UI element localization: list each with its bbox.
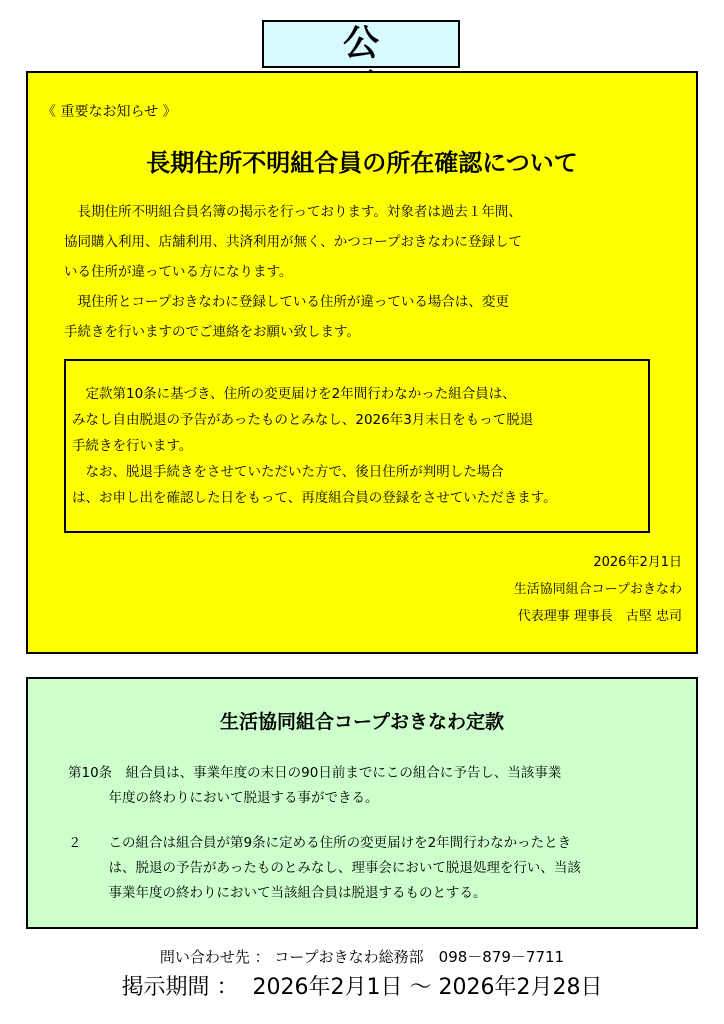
bylaws-title: 生活協同組合コープおきなわ定款	[219, 711, 505, 733]
intro-line: 手続きを行いますのでご連絡をお願い致します。	[64, 324, 360, 340]
box-line: みなし自由脱退の予告があったものとみなし、2026年3月末日をもって脱退	[72, 412, 534, 428]
notice-headline: 長期住所不明組合員の所在確認について	[146, 149, 578, 177]
notice-date: 2026年2月1日	[593, 555, 682, 570]
contact-info: 問い合わせ先 ： コープおきなわ総務部 098－879－7711	[159, 948, 565, 966]
notice-intro	[64, 197, 604, 347]
intro-line: 協同購入利用、店舗利用、共済利用が無く、かつコープおきなわに登録して	[64, 234, 523, 250]
box-line: なお、脱退手続きをさせていただいた方で、後日住所が判明した場合	[72, 464, 504, 480]
bylaws-articles	[68, 761, 581, 906]
article-line: は、脱退の予告があったものとみなし、理事会において脱退処理を行い、当該	[68, 860, 581, 876]
intro-line: いる住所が違っている方になります。	[64, 264, 293, 280]
withdrawal-box	[64, 359, 650, 533]
box-line: 手続きを行います。	[72, 438, 193, 454]
intro-line: 現住所とコープおきなわに登録している住所が違っている場合は、変更	[64, 294, 509, 310]
article-line: 第10条 組合員は、事業年度の末日の90日前までにこの組合に予告し、当該事業	[68, 765, 562, 781]
signature-block	[514, 549, 682, 630]
withdrawal-text	[72, 381, 557, 511]
intro-line: 長期住所不明組合員名簿の掲示を行っております。対象者は過去１年間、	[64, 204, 522, 220]
important-notice-tag: 《 重要なお知らせ 》	[42, 104, 177, 120]
posting-period: 掲示期間 ： 2026年2月1日 ～ 2026年2月28日	[121, 975, 603, 1000]
organization-name: 生活協同組合コープおきなわ	[513, 582, 682, 597]
notice-panel	[26, 71, 698, 654]
article-line: 事業年度の終わりにおいて当該組合員は脱退するものとする。	[68, 885, 487, 901]
box-line: は、お申し出を確認した日をもって、再度組合員の登録をさせていただきます。	[72, 490, 557, 506]
article-line: 年度の終わりにおいて脱退する事ができる。	[68, 790, 379, 806]
page-title: 公	[262, 20, 460, 68]
box-line: 定款第10条に基づき、住所の変更届けを2年間行わなかった組合員は、	[72, 386, 516, 402]
signer-name: 代表理事 理事長 古堅 忠司	[517, 609, 682, 624]
article-line: ２ この組合は組合員が第9条に定める住所の変更届けを2年間行わなかったとき	[68, 835, 572, 851]
bylaws-panel	[26, 677, 698, 929]
